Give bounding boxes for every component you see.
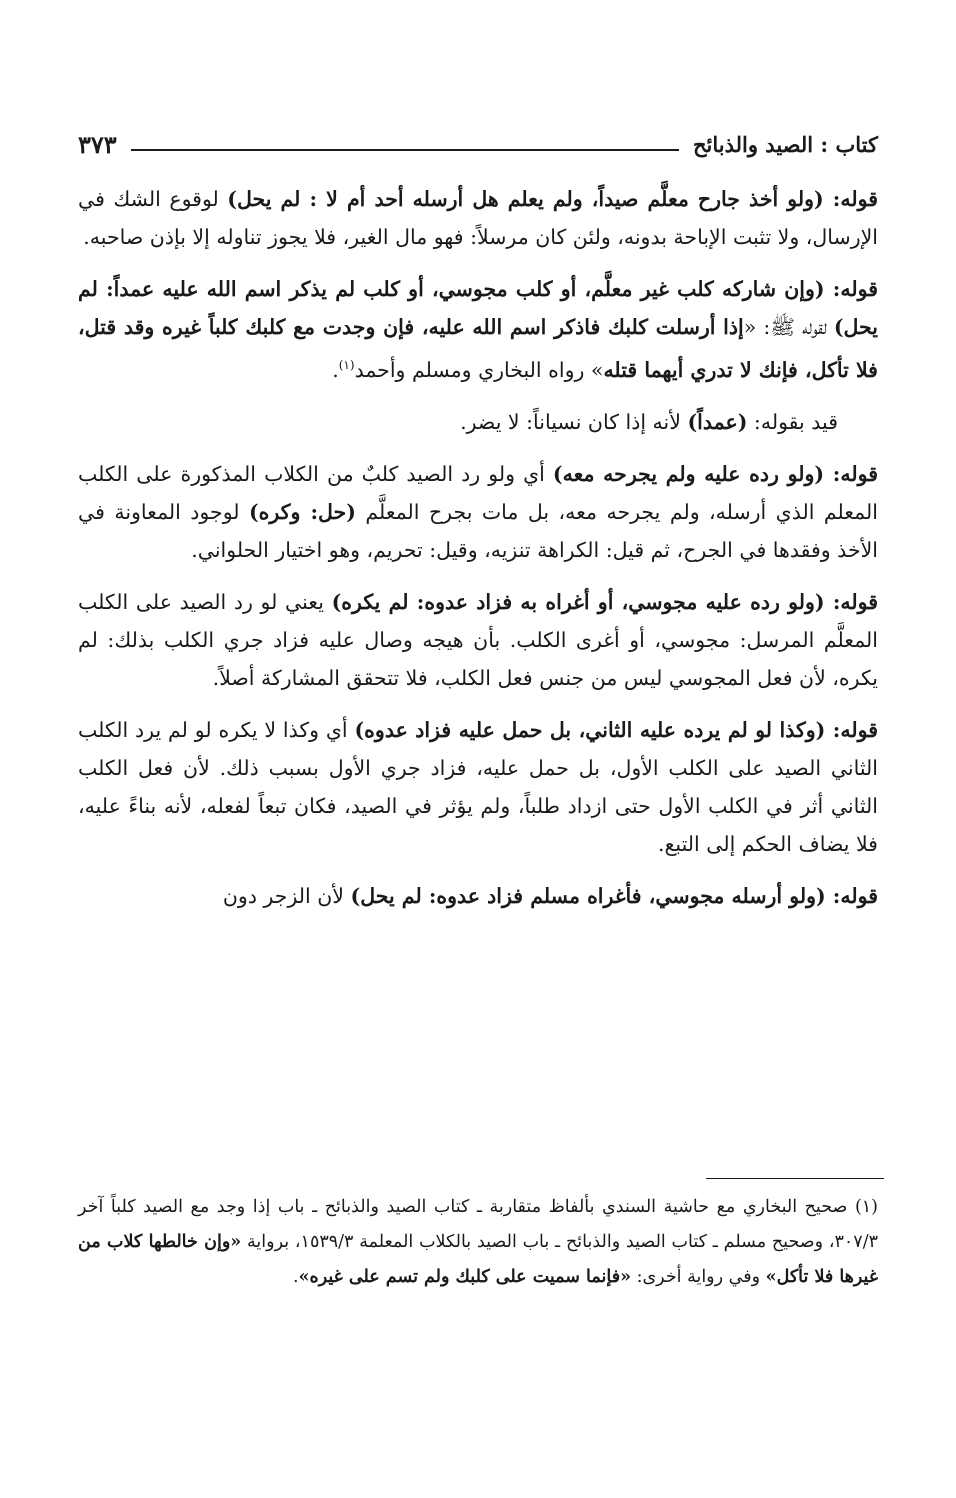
header-rule xyxy=(131,149,679,151)
page-number: ٣٧٣ xyxy=(78,129,117,159)
bold-text: قوله: (ولو أرسله مجوسي، فأغراه مسلم فزاد عدوه: لم يحل) xyxy=(350,883,878,908)
chapter-title: كتاب : الصيد والذبائح xyxy=(692,131,878,157)
bold-text: «فإنما سميت على كلبك ولم تسم على غيره» xyxy=(298,1267,632,1287)
text-run: » رواه البخاري ومسلم وأحمد xyxy=(354,357,604,382)
text-run: أي وكذا لا يكره لو لم يرد الكلب الثاني الصيد على الكلب الأول، بل حمل عليه، فزاد جري الأول بسبب ذلك. لأن فعل الكلب الثاني أثر في الكلب الأول حتى ازداد طلباً، ولم يؤثر في الصيد، فكان تبعاً لفعله، لأنه بناءً عليه، فلا يضاف الحكم إلى التبع. xyxy=(78,717,878,856)
bold-text: قوله: (ولو رده عليه مجوسي، أو أغراه به فزاد عدوه: لم يكره) xyxy=(331,589,879,614)
paragraph xyxy=(78,180,878,256)
paragraph xyxy=(78,455,878,569)
bold-text: قوله: (ولو رده عليه ولم يجرحه معه) xyxy=(552,461,878,486)
text-run: وفي رواية أخرى: xyxy=(631,1267,766,1287)
footnote-reference: (١) xyxy=(338,358,355,372)
text-run: لقوله ﷺ: « xyxy=(743,315,834,339)
text-run: لأنه إذا كان نسياناً: لا يضر. xyxy=(460,409,688,434)
text-run: قيد بقوله: xyxy=(747,409,838,434)
text-run: لوجود المعاونة في الأخذ وفقدها في الجرح، ثم قيل: الكراهة تنزيه، وقيل: تحريم، وهو اختيار الحلواني. xyxy=(78,499,878,562)
bold-text: (حل: وكره) xyxy=(248,499,356,524)
bold-text: «وإن خالطها كلاب من غيرها فلا تأكل» xyxy=(78,1232,878,1287)
footnote xyxy=(78,1190,878,1295)
paragraph xyxy=(78,403,878,441)
text-run: . xyxy=(332,357,339,382)
page-header xyxy=(78,124,878,164)
footnote-divider xyxy=(706,1178,884,1179)
text-run: صحيح البخاري مع حاشية السندي بألفاظ متقاربة ـ كتاب الصيد والذبائح ـ باب إذا وجد مع الصيد كلباً آخر ٣٠٧/٣، وصحيح مسلم ـ كتاب الصيد والذبائح ـ باب الصيد بالكلاب المعلمة ١٥٣٩/٣، برواية xyxy=(78,1197,878,1252)
bold-text: إذا أرسلت كلبك فاذكر اسم الله عليه، فإن وجدت مع كلبك كلباً غيره وقد قتل، فلا تأكل، فإنك لا تدري أيهما قتله xyxy=(78,315,878,382)
bold-text: (عمداً) xyxy=(687,409,748,434)
text-run: لوقوع الشك في الإرسال، ولا تثبت الإباحة بدونه، ولئن كان مرسلاً: فهو مال الغير، فلا يجوز تناوله إلا بإذن صاحبه. xyxy=(78,187,878,249)
paragraph xyxy=(78,877,878,915)
text-run: أي ولو رد الصيد كلبٌ من الكلاب المذكورة على الكلب المعلم الذي أرسله، ولم يجرحه معه، بل مات بجرح المعلَّم xyxy=(78,461,878,524)
main-text xyxy=(78,180,878,929)
bold-text: قوله: (وإن شاركه كلب غير معلَّم، أو كلب مجوسي، أو كلب لم يذكر اسم الله عليه عمداً: لم يحل) xyxy=(78,277,878,339)
text-run: يعني لو رد الصيد على الكلب المعلَّم المرسل: مجوسي، أو أغرى الكلب. بأن هيجه وصال عليه فزاد جري الكلب بذلك: لم يكره، لأن فعل المجوسي ليس من جنس فعل الكلب، فلا تتحقق المشاركة أصلاً. xyxy=(78,589,878,690)
footnotes xyxy=(78,1190,878,1295)
paragraph xyxy=(78,711,878,863)
text-run: لأن الزجر دون xyxy=(222,883,351,908)
bold-text: قوله: (ولو أخذ جارح معلَّم صيداً، ولم يعلم هل أرسله أحد أم لا : لم يحل) xyxy=(227,187,878,211)
paragraph xyxy=(78,270,878,389)
paragraph xyxy=(78,583,878,697)
bold-text: قوله: (وكذا لو لم يرده عليه الثاني، بل حمل عليه فزاد عدوه) xyxy=(354,717,878,742)
text-run: . xyxy=(293,1267,299,1287)
footnote-marker: (١) xyxy=(854,1197,878,1217)
